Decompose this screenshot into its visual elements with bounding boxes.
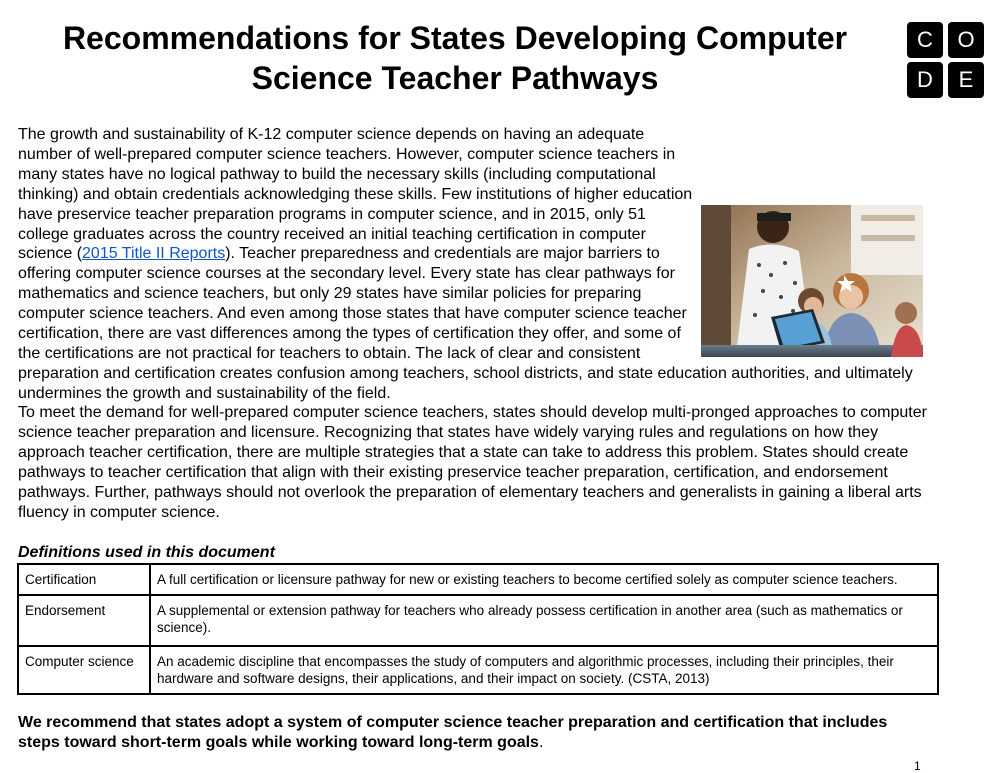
page-number: 1: [914, 759, 921, 773]
intro-paragraph: [18, 125, 923, 404]
logo-letter-d: D: [907, 62, 943, 98]
table-row: [18, 595, 938, 646]
demand-paragraph: To meet the demand for well-prepared computer science teachers, states should develop multi-pronged approaches to computer science teacher preparation and licensure. Recognizing that states have widely varying rules and regulations on how they approach teacher certification, there are multiple strategies that a state can take to address this problem. States should create pathways to teacher certification that align with their existing preservice teacher preparation, certification, and endorsement pathways. Further, pathways should not overlook the preparation of elementary teachers and generalists in gaining a liberal arts fluency in computer science.: [18, 404, 927, 521]
document-title: Recommendations for States Developing Computer Science Teacher Pathways: [62, 20, 848, 96]
title-ii-reports-link[interactable]: 2015 Title II Reports: [82, 245, 226, 263]
logo-letter-o: O: [948, 22, 984, 58]
definition-term: Endorsement: [18, 595, 150, 646]
table-row: [18, 564, 938, 595]
code-logo: [907, 22, 985, 98]
definitions-table: [17, 563, 939, 695]
definitions-heading: Definitions used in this document: [18, 544, 275, 561]
recommendation-statement: [18, 713, 918, 753]
intro-text-end: ). Teacher preparedness and credentials are major barriers to offering computer science courses at the secondary level. Every state has clear pathways for mathematics and science teachers, but only 29 states have similar policies for preparing computer science teachers. And even among those states that have computer science teacher certification, there are vast differences among the types of certification they offer, and some of the certifications are not practical for teachers to obtain. The lack of clear and consistent preparation and certification creates confusion among teachers, school districts, and state education authorities, and ultimately undermines the growth and sustainability of the field.: [18, 245, 913, 402]
recommendation-period: .: [538, 734, 544, 751]
logo-letter-e: E: [948, 62, 984, 98]
definition-term: Certification: [18, 564, 150, 595]
definition-text: A supplemental or extension pathway for teachers who already possess certification in another area (such as mathematics or science).: [150, 595, 938, 646]
logo-letter-c: C: [907, 22, 943, 58]
definition-term: Computer science: [18, 646, 150, 694]
intro-text-start: The growth and sustainability of K-12 computer science depends on having an adequate number of well-prepared computer science teachers. However, computer science teachers in many states have no logical pathway to build the necessary skills (including computational thinking) and obtain credentials acknowledging these skills. Few institutions of higher education have preservice teacher preparation programs in computer science, and in 2015, only 51 college graduates across the country received an initial teaching certification in computer science (: [18, 126, 693, 263]
table-row: [18, 646, 938, 694]
classroom-photo: [701, 205, 923, 357]
definition-text: An academic discipline that encompasses the study of computers and algorithmic processes, including their principles, their hardware and software designs, their applications, and their impact on society. (CSTA, 2013): [150, 646, 938, 694]
recommendation-text: We recommend that states adopt a system of computer science teacher preparation and certification that includes steps toward short-term goals while working toward long-term goals: [18, 714, 888, 751]
definition-text: A full certification or licensure pathway for new or existing teachers to become certified solely as computer science teachers.: [150, 564, 938, 595]
